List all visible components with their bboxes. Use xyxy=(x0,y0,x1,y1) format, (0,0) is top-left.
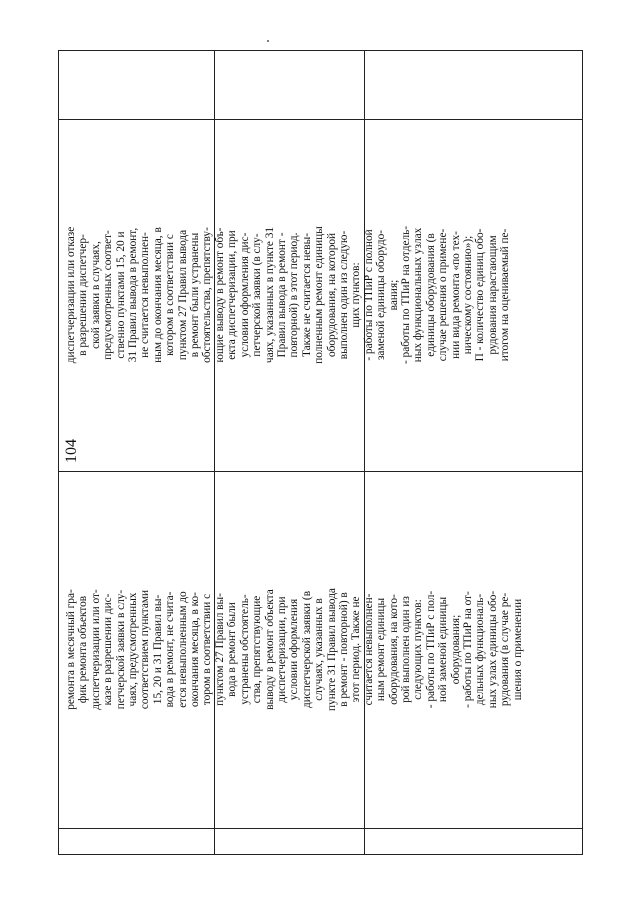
scan-speck xyxy=(267,40,269,42)
document-table xyxy=(58,50,583,855)
table-row-divider xyxy=(59,119,582,120)
table-row-divider xyxy=(59,828,582,829)
table-cell-text: ремонта в месячный гра- фик ремонта объектов диспетчеризации или от- казе в разрешении дис- петчерской заявки в слу- чаях, предусмотренных соответствием пунктами 15, 20 и 31 Правил вы- вода в ремонт, не счита- ется невыполненным до окончания месяца, в ко- тором в соответствии с пунктом 27 Правил вы- вода в ремонт были устранены обстоятель- ства, препятствующие выводу в ремонт объекта диспетчеризации, при условии оформления диспетчерской заявки (в случаях, указанных в пункте 31 Правил вывода в ремонт - повторной) в этот период. Также не считается невыполнен- ным ремонт единицы оборудования, на кото- рой выполнен один из следующих пунктов: - работы по ТПиР с пол- ной заменой единицы оборудования; - работы по ТПиР на от- дельных функциональ- ных узлах единицы обо- рудования (в случае ре- шения о применении xyxy=(65,588,524,711)
table-row-divider xyxy=(59,471,582,472)
page-number: 104 xyxy=(63,439,80,463)
table-cell-text: диспетчеризации или отказе в разрешении диспетчер- ской заявки в случаях, предусмотренных соответ- ственно пунктами 15, 20 и 31 Правил вывода в ремонт, не считается невыполнен- ным до окончания месяца, в котором в соответствии с пунктом 27 Правил вывода в ремонт были устранены обстоятельства, препятству- ющие выводу в ремонт объ- екта диспетчеризации, при условии оформления дис- петчерской заявки (в слу- чаях, указанных в пункте 31 Правил вывода в ремонт - повторной) в этот период. Также не считается невы- полненным ремонт единицы оборудования, на которой выполнен один из следую- щих пунктов: - работы по ТПиР с полной заменой единицы оборудо- вания; - работы по ТПиР на отдель- ных функциональных узлах единицы оборудования (в случае решения о примене- нии вида ремонта «по тех- ническому состоянию»); П - количество единиц обо- рудования нарастающим итогом на оцениваемый пе- xyxy=(65,225,512,365)
